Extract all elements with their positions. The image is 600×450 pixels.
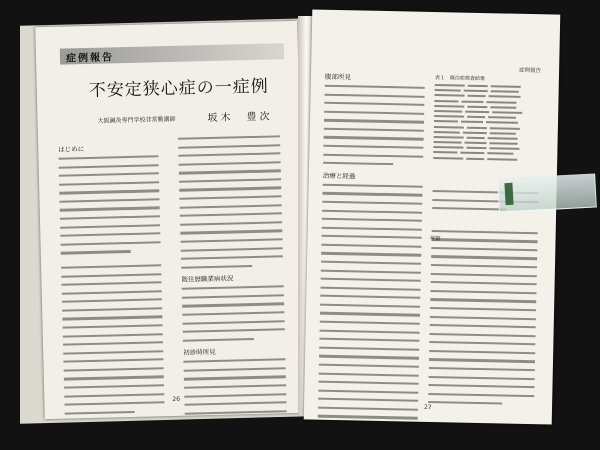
- left-column-2: [178, 135, 287, 419]
- table-title: 表１ 既往症検査結果: [434, 75, 485, 83]
- results-table: [433, 74, 541, 182]
- right-page: [304, 9, 561, 424]
- heading-intro: はじめに: [58, 145, 85, 154]
- heading-findings: 初診時所見: [183, 348, 216, 358]
- heading-history: 既往歴職業病状況: [181, 274, 234, 285]
- running-head: 症例報告: [519, 67, 542, 75]
- article-title: 不安定狭心症の一症例: [88, 76, 270, 101]
- left-page-number: 26: [172, 395, 181, 404]
- left-page: [35, 21, 306, 419]
- author-affiliation: 大阪鍼灸専門学校非常勤講師: [97, 115, 176, 125]
- section-label: 症例報告: [65, 52, 115, 65]
- section-banner: [60, 43, 284, 64]
- author-name: 坂木 豊次: [207, 111, 273, 125]
- heading-abdomen: 腹部所見: [324, 72, 351, 82]
- heading-treatment: 治療と経過: [322, 171, 356, 181]
- right-column-2: [428, 190, 539, 412]
- right-column-1: [317, 72, 425, 425]
- heading-considerations: 考察: [429, 235, 441, 243]
- right-page-number: 27: [423, 403, 432, 412]
- transparent-ruler: [497, 173, 597, 212]
- left-column-1: [58, 142, 165, 419]
- ruler-green-strip: [504, 183, 513, 205]
